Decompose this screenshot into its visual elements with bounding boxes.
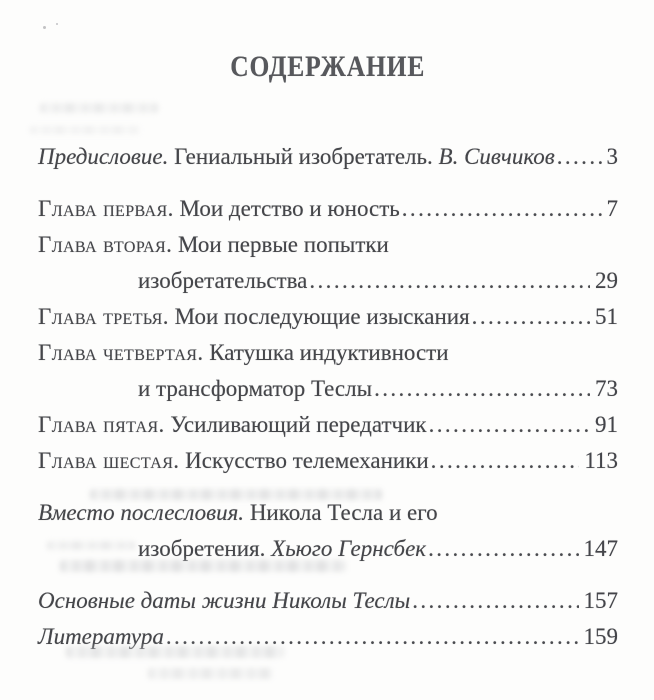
dot-leader <box>470 299 590 335</box>
toc-text-segment: Глава пятая. <box>38 412 165 437</box>
toc <box>38 139 618 655</box>
dot-leader <box>410 583 578 619</box>
page-showthrough <box>148 668 272 679</box>
page-number: 147 <box>583 536 618 561</box>
toc-text-segment: Катушка индуктивности <box>203 340 449 365</box>
toc-line <box>38 443 618 479</box>
toc-entry-label <box>38 495 438 531</box>
toc-text-segment: Никола Тесла и его <box>244 500 438 525</box>
dot-leader <box>426 531 578 567</box>
toc-text-segment: Искусство телемеханики <box>179 448 429 473</box>
page-number: 29 <box>595 268 618 293</box>
toc-entry-label <box>38 227 389 263</box>
toc-text-segment: Литература <box>38 624 164 649</box>
dot-leader <box>307 263 590 299</box>
toc-text-segment: и трансформатор Теслы <box>138 376 373 401</box>
toc-entry-label <box>38 583 410 619</box>
dot-leader <box>372 371 590 407</box>
dot-leader <box>429 443 580 479</box>
toc-entry-label <box>38 191 400 227</box>
toc-line <box>38 407 618 443</box>
toc-line <box>38 263 618 299</box>
page-number: 157 <box>583 588 618 613</box>
toc-text-segment: Основные даты жизни Николы Теслы <box>38 588 411 613</box>
toc-line <box>38 371 618 407</box>
toc-entry-label <box>38 335 449 371</box>
toc-text-segment: изобретения. <box>138 536 272 561</box>
toc-line <box>38 191 618 227</box>
toc-line <box>38 495 618 531</box>
page-title-text: СОДЕРЖАНИЕ <box>230 50 426 83</box>
toc-text-segment: Мои первые попытки <box>172 232 389 257</box>
toc-text-segment: Глава четвертая. <box>38 340 204 365</box>
toc-text-segment: Предисловие. <box>38 144 169 169</box>
page-showthrough <box>30 126 140 134</box>
toc-line <box>38 139 618 175</box>
page-number: 7 <box>606 196 618 221</box>
page-number: 159 <box>583 624 618 649</box>
toc-line <box>38 583 618 619</box>
toc-line <box>38 227 618 263</box>
toc-entry-label <box>38 443 429 479</box>
toc-line <box>38 335 618 371</box>
toc-entry-label <box>138 263 307 299</box>
toc-entry-label <box>38 139 555 175</box>
page-showthrough <box>90 489 382 500</box>
page-showthrough <box>60 560 346 572</box>
toc-text-segment: Усиливающий передатчик <box>164 412 427 437</box>
toc-text-segment: Гениальный изобретатель. <box>168 144 439 169</box>
toc-text-segment: В. Сивчиков <box>438 144 555 169</box>
toc-entry-label <box>138 371 372 407</box>
scan-speck <box>56 23 58 25</box>
toc-text-segment: Глава шестая. <box>38 448 180 473</box>
toc-text-segment: Глава третья. <box>38 304 169 329</box>
toc-text-segment: Вместо послесловия. <box>38 500 245 525</box>
page-title <box>38 50 618 84</box>
dot-leader <box>400 191 602 227</box>
page-number: 91 <box>595 412 618 437</box>
toc-entry-label <box>38 407 427 443</box>
page-showthrough <box>47 541 135 550</box>
dot-leader <box>427 407 590 443</box>
page-number: 3 <box>606 144 618 169</box>
dot-leader <box>555 139 602 175</box>
scan-speck <box>43 26 46 29</box>
toc-line <box>38 299 618 335</box>
page-showthrough <box>40 103 158 113</box>
page-number: 51 <box>595 304 618 329</box>
toc-text-segment: Глава первая. <box>38 196 174 221</box>
toc-entry-label <box>38 299 470 335</box>
page-number: 113 <box>584 448 618 473</box>
page-showthrough <box>66 646 284 658</box>
toc-text-segment: Мои последующие изыскания <box>168 304 470 329</box>
toc-text-segment: изобретательства <box>138 268 308 293</box>
page-number: 73 <box>595 376 618 401</box>
toc-text-segment: Глава вторая. <box>38 232 173 257</box>
toc-text-segment: Мои детство и юность <box>173 196 400 221</box>
toc-text-segment: Хьюго Гернсбек <box>271 536 427 561</box>
